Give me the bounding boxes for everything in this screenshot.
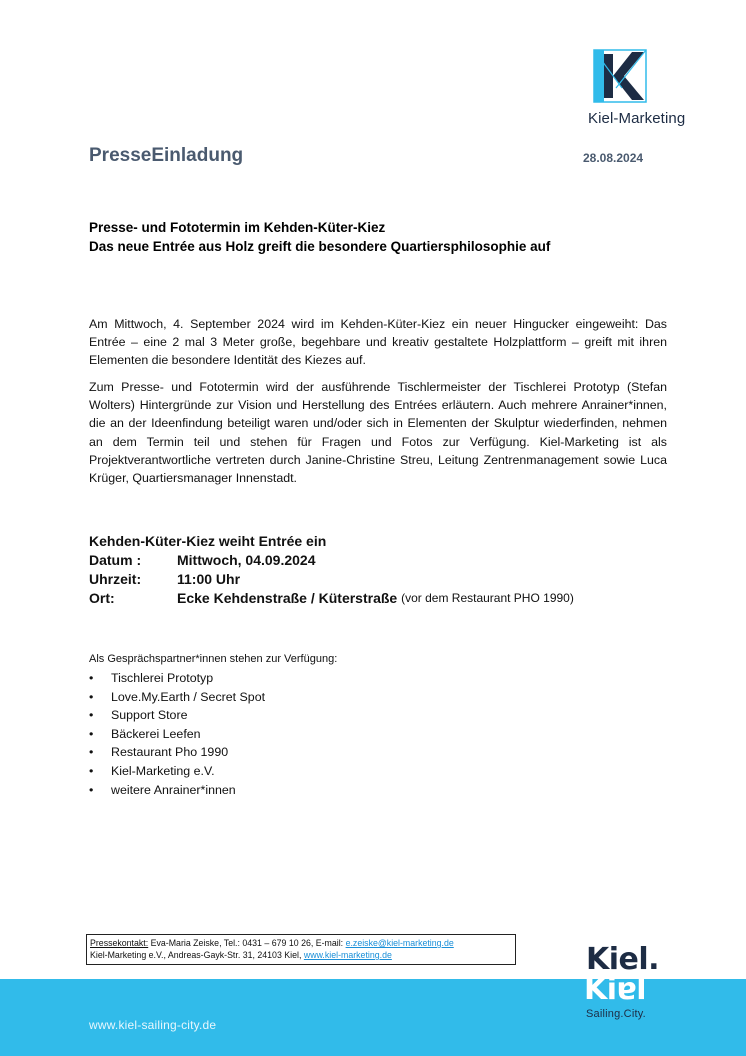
contact-email-link[interactable]: e.zeiske@kiel-marketing.de xyxy=(345,938,454,948)
press-contact-box xyxy=(86,934,516,965)
event-date-value: Mittwoch, 04.09.2024 xyxy=(177,552,316,568)
bullet-icon: • xyxy=(89,689,94,704)
list-item: • Bäckerei Leefen xyxy=(89,725,489,744)
bullet-icon: • xyxy=(89,782,94,797)
partners-intro: Als Gesprächspartner*innen stehen zur Verfügung: xyxy=(89,653,338,665)
kiel-sailing-city-logo xyxy=(586,944,686,1020)
contact-website-link[interactable]: www.kiel-marketing.de xyxy=(303,950,392,960)
list-item: • weitere Anrainer*innen xyxy=(89,781,489,800)
contact-address: Kiel-Marketing e.V., Andreas-Gayk-Str. 31, 24103 Kiel, xyxy=(90,950,302,960)
contact-person: Eva-Maria Zeiske, Tel.: 0431 – 679 10 26, E-mail: xyxy=(150,938,344,948)
contact-line-2 xyxy=(90,949,512,961)
logo-word-kiel: Kiel. xyxy=(586,942,660,977)
kiel-marketing-logo xyxy=(588,48,686,127)
headline xyxy=(89,218,669,256)
event-place-note: (vor dem Restaurant PHO 1990) xyxy=(401,591,574,605)
kiel-marketing-k-logo-icon xyxy=(592,48,648,104)
partners-list xyxy=(89,669,489,799)
event-details xyxy=(89,532,689,608)
event-date-label: Datum : xyxy=(89,552,142,568)
logo-word-kiel-mirrored: Kiɐl xyxy=(584,972,647,1007)
bullet-icon: • xyxy=(89,763,94,778)
document-date: 28.08.2024 xyxy=(583,151,644,165)
event-title: Kehden-Küter-Kiez weiht Entrée ein xyxy=(89,533,327,549)
body-paragraph-1: Am Mittwoch, 4. September 2024 wird im Kehden-Küter-Kiez ein neuer Hingucker eingeweiht: Das Entrée – eine 2 mal 3 Meter große, begehbare und kreativ gestaltete Holzplattform – greift mit ihren Elementen die besondere Identität des Kiezes auf. xyxy=(89,317,667,368)
list-item: • Tischlerei Prototyp xyxy=(89,669,489,688)
logo-tagline: Sailing.City. xyxy=(586,1008,646,1020)
headline-line-1: Presse- und Fototermin im Kehden-Küter-Kiez xyxy=(89,220,386,235)
event-place-label: Ort: xyxy=(89,590,115,606)
footer-url: www.kiel-sailing-city.de xyxy=(89,1018,217,1032)
event-time-row xyxy=(89,570,689,589)
contact-label: Pressekontakt: xyxy=(90,938,149,948)
list-item: • Support Store xyxy=(89,706,489,725)
bullet-icon: • xyxy=(89,708,94,723)
list-item: • Restaurant Pho 1990 xyxy=(89,743,489,762)
list-item: • Love.My.Earth / Secret Spot xyxy=(89,688,489,707)
body-paragraph-2: Zum Presse- und Fototermin wird der ausführende Tischlermeister der Tischlerei Prototyp (Stefan Wolters) Hintergründe zur Vision und Herstellung des Entrées erläutern. Auch mehrere Anrainer*innen, die an der Ideenfindung beteiligt waren und/oder sich in Elementen der Skulptur wiederfinden, nehmen an dem Termin teil und stehen für Fragen und Fotos zur Verfügung. Kiel-Marketing ist als Projektverantwortliche vertreten durch Janine-Christine Streu, Leitung Zentrenmanagement sowie Luca Krüger, Quartiersmanager Innenstadt. xyxy=(89,380,667,486)
event-time-label: Uhrzeit: xyxy=(89,571,142,587)
event-time-value: 11:00 Uhr xyxy=(177,571,241,587)
brand-name: Kiel-Marketing xyxy=(588,110,686,127)
event-place-value: Ecke Kehdenstraße / Küterstraße xyxy=(177,590,398,606)
event-date-row xyxy=(89,551,689,570)
document-type-title: PresseEinladung xyxy=(89,145,244,166)
contact-line-1 xyxy=(90,937,512,949)
headline-line-2: Das neue Entrée aus Holz greift die besondere Quartiersphilosophie auf xyxy=(89,239,551,254)
partners-section xyxy=(89,651,489,799)
bullet-icon: • xyxy=(89,671,94,685)
bullet-icon: • xyxy=(89,726,94,741)
bullet-icon: • xyxy=(89,745,94,760)
list-item: • Kiel-Marketing e.V. xyxy=(89,762,489,781)
event-place-row xyxy=(89,589,689,608)
